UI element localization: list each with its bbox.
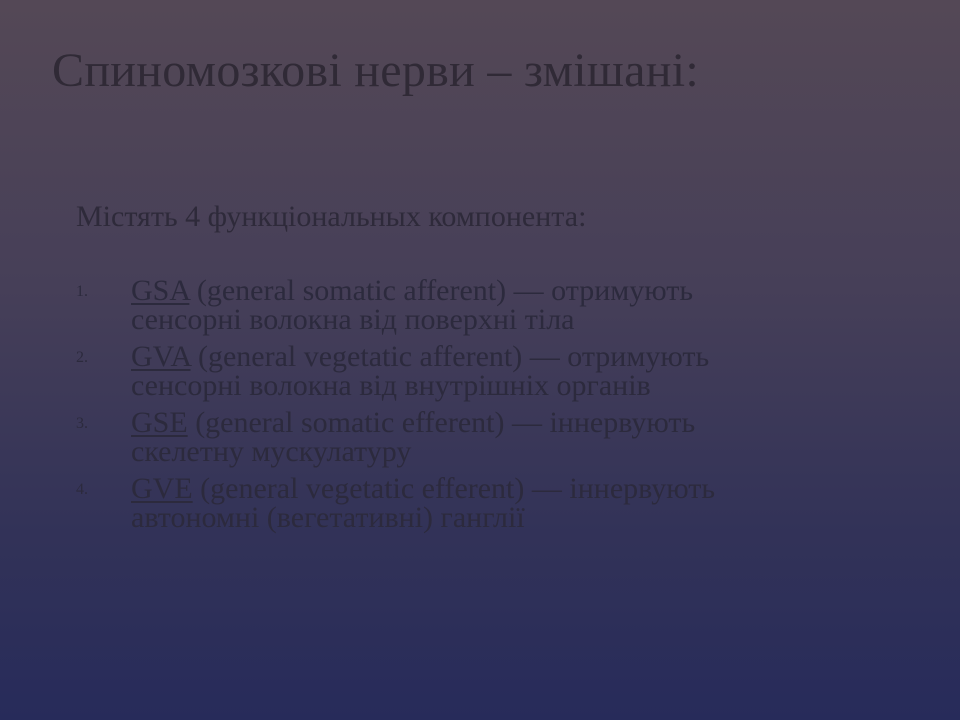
list-item-text: (general vegetatic efferent) — іннервують автономні (вегетативні) ганглії: [131, 472, 716, 534]
list-item: [76, 474, 776, 532]
list-item-abbreviation-link[interactable]: GVA: [131, 340, 191, 373]
list-item-number: 1.: [76, 283, 88, 300]
list-item: [76, 276, 776, 334]
list-item-text: (general vegetatic afferent) — отримують сенсорні волокна від внутрішніх органів: [131, 340, 710, 402]
list-item-number: 2.: [76, 349, 88, 366]
list-item-abbreviation-link[interactable]: GSE: [131, 406, 188, 439]
list-item-abbreviation-link[interactable]: GSA: [131, 274, 190, 307]
slide-title: Спиномозкові нерви – змішані:: [52, 44, 700, 97]
list-item-number: 3.: [76, 415, 88, 432]
list-item: [76, 342, 776, 400]
list-item: [76, 408, 776, 466]
component-list: [76, 276, 776, 540]
list-item-text: (general somatic afferent) — отримують сенсорні волокна від поверхні тіла: [131, 274, 694, 336]
list-item-number: 4.: [76, 481, 88, 498]
list-item-abbreviation-link[interactable]: GVE: [131, 472, 193, 505]
list-item-text: (general somatic efferent) — іннервують скелетну мускулатуру: [131, 406, 696, 468]
slide-subtitle: Містять 4 функціональных компонента:: [76, 200, 587, 233]
